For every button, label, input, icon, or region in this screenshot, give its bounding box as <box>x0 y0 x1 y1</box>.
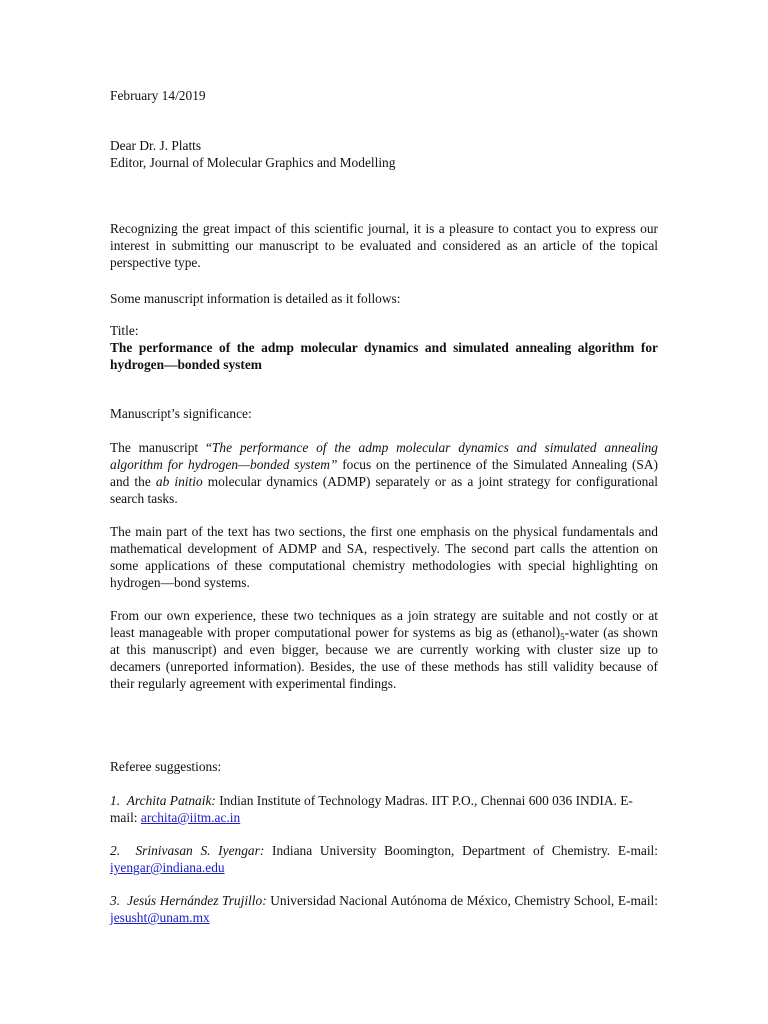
sig-p1-mid: focus on the pertinence of the Simulated Annealing (SA) and the <box>110 457 658 489</box>
referee-name: Archita Patnaik: <box>126 793 216 808</box>
sig-p1-title: The performance of the admp molecular dynamics and simulated annealing algorithm for hydrogen—bonded system” <box>110 440 658 472</box>
sig-p1-ab-initio: ab initio <box>155 474 203 489</box>
title-label: Title: <box>110 323 139 338</box>
referee-name: Srinivasan S. Iyengar: <box>135 843 265 858</box>
sig-p3-subscript: 5 <box>560 632 565 642</box>
intro-paragraph: Recognizing the great impact of this scientific journal, it is a pleasure to contact you to express our interest in submitting our manuscript to be evaluated and considered as an article of the topical perspective type. <box>110 221 658 270</box>
referee-affiliation: Universidad Nacional Autónoma de México, Chemistry School, E-mail: <box>266 893 658 908</box>
significance-paragraph-3 <box>110 607 658 692</box>
referee-email-link[interactable]: archita@iitm.ac.in <box>140 810 241 825</box>
referee-email-link[interactable]: jesusht@unam.mx <box>110 910 210 925</box>
referee-affiliation: Indian Institute of Technology Madras. IIT P.O., Chennai 600 036 INDIA. E-mail: <box>110 793 633 825</box>
significance-paragraph-1 <box>110 439 658 507</box>
referee-item <box>110 892 658 926</box>
letter-date: February 14/2019 <box>110 88 206 103</box>
significance-heading: Manuscript’s significance: <box>110 406 252 421</box>
referee-name: Jesús Hernández Trujillo: <box>127 893 267 908</box>
referee-number: 1. <box>110 793 121 808</box>
referee-number: 2. <box>110 843 121 858</box>
referee-affiliation: Indiana University Boomington, Department of Chemistry. E-mail: <box>264 843 658 858</box>
recipient-role: Editor, Journal of Molecular Graphics and Modelling <box>110 155 396 170</box>
referee-email-link[interactable]: iyengar@indiana.edu <box>110 860 225 875</box>
sig-p1-lead: The manuscript “ <box>110 440 212 455</box>
significance-paragraph-2: The main part of the text has two sections, the first one emphasis on the physical fundamentals and mathematical development of ADMP and SA, respectively. The second part calls the attention on some applications of these computational chemistry methodologies with special highlighting on hydrogen—bond systems. <box>110 524 658 590</box>
salutation: Dear Dr. J. Platts <box>110 138 202 153</box>
referee-number: 3. <box>110 893 121 908</box>
referee-heading: Referee suggestions: <box>110 759 222 774</box>
info-line: Some manuscript information is detailed as it follows: <box>110 291 401 306</box>
referee-item <box>110 792 658 826</box>
sig-p3-lead: From our own experience, these two techniques as a join strategy are suitable and not costly or at least manageable with proper computational power for systems as big as (ethanol) <box>110 608 658 640</box>
referee-item <box>110 842 658 876</box>
manuscript-title: The performance of the admp molecular dynamics and simulated annealing algorithm for hydrogen—bonded system <box>110 340 658 372</box>
sig-p1-tail: molecular dynamics (ADMP) separately or as a joint strategy for configurational search tasks. <box>110 474 659 506</box>
sig-p3-tail: -water (as shown at this manuscript) and even bigger, because we are currently working with cluster size up to decamers (unreported information). Besides, the use of these methods has still validity because of their regularly agreement with experimental findings. <box>110 625 658 691</box>
